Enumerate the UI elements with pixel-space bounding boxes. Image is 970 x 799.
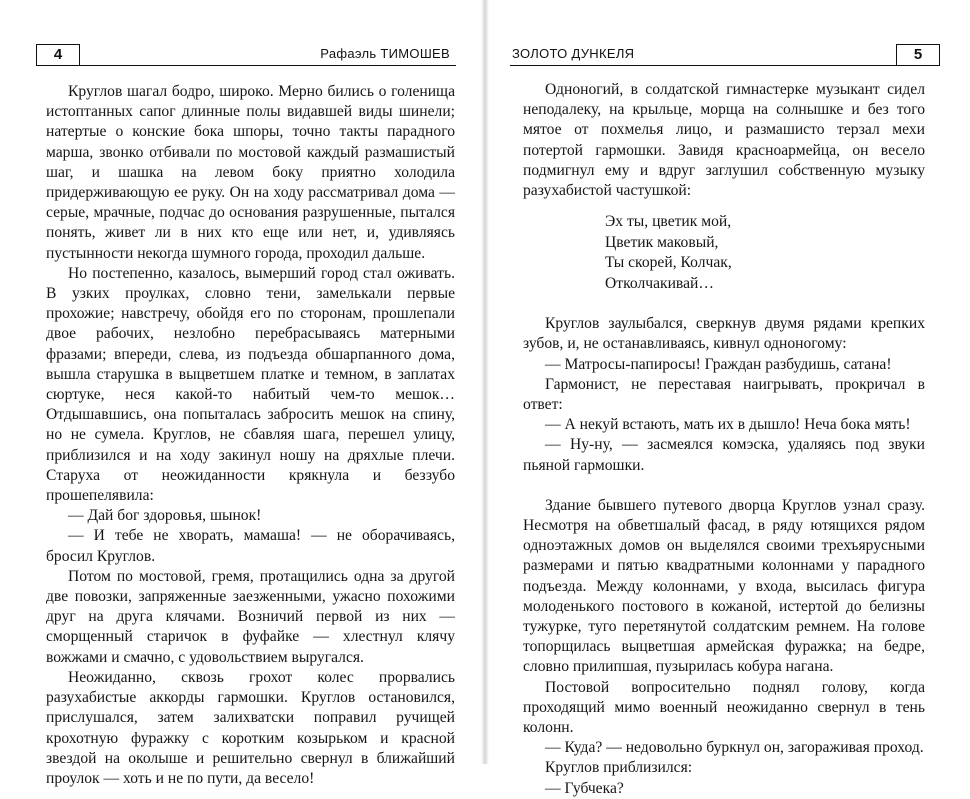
paragraph: Круглов заулыбался, сверкнув двумя рядами крепких зубов, и, не останавливаясь, кивнул одноногому: — [523, 315, 925, 353]
running-header-author: Рафаэль ТИМОШЕВ — [320, 46, 450, 61]
dialogue-line: — Ну-ну, — засмеялся комэска, удаляясь под звуки пьяной гармошки. — [523, 436, 925, 474]
right-page — [486, 0, 970, 797]
left-page-header — [36, 44, 456, 66]
verse-line: Отколчакивай… — [605, 274, 714, 292]
header-rule — [510, 65, 940, 66]
running-header-title: ЗОЛОТО ДУНКЕЛЯ — [512, 46, 635, 61]
paragraph: Круглов шагал бодро, широко. Мерно бились о голенища истоптанных сапог длинные полы видавшей виды шинели; натертые о конские бока шпоры, точно такты парадного марша, звонко отбивали по мостовой каждый размашистый шаг, и шашка на левом боку приятно холодила придерживающую ее руку. Он на ходу рассматривал дома — серые, мрачные, подчас до основания разрушенные, пытался понять, живет ли в них кто еще или нет, и, удивляясь пустынности некогда шумного города, проходил дальше. — [46, 83, 455, 262]
paragraph: Круглов приблизился: — [545, 759, 693, 777]
paragraph: Гармонист, не переставая наигрывать, прокричал в ответ: — [523, 375, 925, 414]
dialogue-line: — А некуй встають, мать их в дышло! Неча бока мять! — [545, 416, 911, 434]
header-rule — [36, 65, 456, 66]
left-page — [0, 0, 484, 787]
verse-line: Эх ты, цветик мой, — [605, 213, 732, 231]
song-verse — [605, 212, 925, 294]
paragraph: Неожиданно, сквозь грохот колес прорвались разухабистые аккорды гармошки. Круглов остановился, прислушался, затем залихватски поправил ручищей крохотную фуражку с коротким козырьком и красной звездой на околыше и решительно свернул в ближайший проулок — хоть и не по пути, да весело! — [46, 668, 455, 787]
paragraph: Но постепенно, казалось, вымерший город стал оживать. В узких проулках, словно тени, замелькали первые прохожие; навстречу, обойдя его по сторонам, прошлепали двое рабочих, незлобно перебрасываясь матерными фразами; впереди, слева, из подъезда обшарпанного дома, вышла старушка в выцветшем платке и темном, в заплатах сюртуке, неся какой-то набитый чем-то мешок… Отдышавшись, она попыталась забросить мешок на спину, но не сумела. Круглов, не сбавляя шага, перешел улицу, приблизился и на ходу закинул ношу на дряхлые плечи. Старуха от неожиданности крякнула и беззубо прошепелявила: — [46, 264, 455, 505]
dialogue-line: — Матросы-папиросы! Граждан разбудишь, сатана! — [545, 355, 892, 373]
left-page-body — [46, 82, 455, 789]
paragraph: Одноногий, в солдатской гимнастерке музыкант сидел неподалеку, на крыльце, морща на солнышке и без того мятое от похмелья лицо, и размашисто терзал мехи потертой гармошки. Завидя красноармейца, он весело подмигнул ему и вдруг заглушил собственную музыку разухабистой частушкой: — [523, 81, 925, 200]
dialogue-line: — И тебе не хворать, мамаша! — не оборачиваясь, бросил Круглов. — [46, 527, 455, 565]
dialogue-line: — Куда? — недовольно буркнул он, загораживая проход. — [545, 739, 924, 757]
right-page-header — [510, 44, 940, 66]
paragraph: Здание бывшего путевого дворца Круглов узнал сразу. Несмотря на обветшалый фасад, в ряду ютящихся рядом одноэтажных домов он выделялся своими трехъярусными размерами и пятью квадратными колоннами у парадного подъезда. Между колоннами, у входа, высилась фигура молоденького постового в кожаной, истертой до белизны тужурке, туго перетянутой солдатским ремнем. На голове топорщилась выцветшая армейская фуражка; на бедре, словно прилипшая, пузырилась кобура нагана. — [523, 496, 925, 676]
verse-line: Цветик маковый, — [605, 233, 719, 251]
right-page-body — [523, 80, 925, 799]
paragraph: Потом по мостовой, гремя, протащились одна за другой две повозки, запряженные заезженными, ужасно похожими друг на друга клячами. Возничий первой из них — сморщенный старичок в фуфайке — хлестнул клячу вожжами и смачно, с удовольствием выругался. — [46, 567, 455, 666]
dialogue-line: — Губчека? — [545, 779, 624, 797]
paragraph: Постовой вопросительно поднял голову, когда проходящий мимо военный неожиданно свернул в тень колонн. — [523, 678, 925, 737]
page-number: 5 — [896, 44, 940, 66]
book-gutter — [481, 0, 489, 764]
dialogue-line: — Дай бог здоровья, шынок! — [68, 507, 262, 525]
verse-line: Ты скорей, Колчак, — [605, 254, 732, 272]
page-number: 4 — [36, 44, 80, 66]
